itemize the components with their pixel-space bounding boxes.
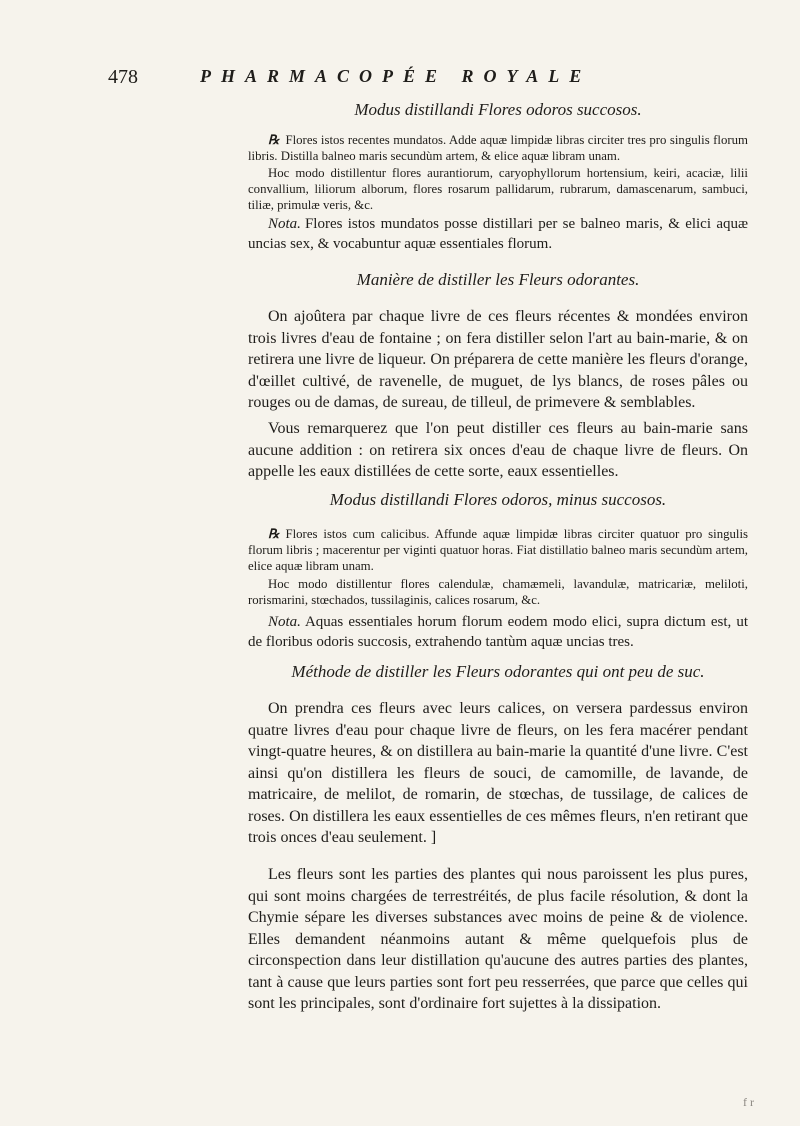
recipe-text: Flores istos cum calicibus. Affunde aquæ limpidæ libras circiter quatuor pro singulis florum libris ; macerentur per viginti quatuor horas. Fiat distillatio balneo maris secundùm artem, elice aquæ libram unam. bbox=[248, 527, 748, 573]
nota-latin-1 bbox=[248, 214, 748, 254]
recipe-text: Flores istos recentes mundatos. Adde aquæ limpidæ libras circiter tres pro singulis florum libris. Distilla balneo maris secundùm artem, & elice aquæ libram unam. bbox=[248, 133, 748, 163]
paragraph-french-2: Vous remarquerez que l'on peut distiller ces fleurs au bain-marie sans aucune addition : on retirera six onces d'eau de chaque livre de fleurs. On appelle les eaux distillées de cette sorte, eaux essentielles. bbox=[248, 420, 748, 480]
paragraph-french-1: On ajoûtera par chaque livre de ces fleurs récentes & mondées environ trois livres d'eau de fontaine ; on fera distiller selon l'art au bain-marie, & on retirera une livre de liqueur. On préparera de cette manière les fleurs d'orange, d'œillet cultivé, de ravenelle, de muguet, de lys blancs, de roses pâles ou rouges ou de damas, de sureau, de tilleul, de primevere & semblables. bbox=[248, 308, 748, 411]
section-heading-french-1: Manière de distiller les Fleurs odorantes. bbox=[356, 270, 640, 289]
recipe-latin-1 bbox=[248, 132, 748, 164]
section-heading-french-2: Méthode de distiller les Fleurs odorantes qui ont peu de suc. bbox=[291, 662, 705, 681]
section-heading-latin-2: Modus distillandi Flores odoros, minus succosos. bbox=[329, 490, 667, 509]
flower-list-latin-2: Hoc modo distillentur flores calendulæ, chamæmeli, lavandulæ, matricariæ, meliloti, rorismarini, stœchados, tussilaginis, calices rosarum, &c. bbox=[248, 577, 748, 607]
paragraph-french-3: On prendra ces fleurs avec leurs calices, on versera pardessus environ quatre livres d'eau pour chaque livre de fleurs, on les fera macérer pendant vingt-quatre heures, & on distillera au bain-marie la quantité d'une livre. C'est ainsi qu'on distillera les fleurs de souci, de camomille, de lavande, de matricaire, de melilot, de romarin, de stœchas, de tussilage, de calices de roses. On distillera les eaux essentielles de ces mêmes fleurs, n'en retirant que trois onces d'eau seulement. ] bbox=[248, 700, 748, 846]
nota-label: Nota. bbox=[268, 216, 301, 232]
paragraph-french-4: Les fleurs sont les parties des plantes qui nous paroissent les plus pures, qui sont moins chargées de terrestréités, de plus facile résolution, & dont la Chymie sépare les diverses substances avec moins de peine & de violence. Elles demandent néanmoins autant & même quelquefois plus de circonspection dans leur distillation qu'aucune des autres parties des plantes, tant à cause que leurs parties sont fort peu resserrées, que parce que celles qui sont les principales, sont d'ordinaire fort sujettes à la dissipation. bbox=[248, 866, 748, 1012]
nota-text: Aquas essentiales horum florum eodem modo elici, supra dictum est, ut de floribus odoris succosis, extrahendo tantùm aquæ uncias tres. bbox=[248, 614, 748, 650]
corner-mark: f r bbox=[743, 1095, 754, 1109]
nota-latin-2 bbox=[248, 612, 748, 652]
section-heading-latin-1: Modus distillandi Flores odoros succosos. bbox=[354, 100, 642, 119]
page-number: 478 bbox=[108, 66, 138, 88]
flower-list-latin-1: Hoc modo distillentur flores aurantiorum, caryophyllorum hortensium, keiri, acaciæ, lilii convallium, liliorum alborum, flores rosarum pallidarum, rubrarum, damascenarum, sambuci, tiliæ, primulæ veris, &c. bbox=[248, 166, 748, 212]
nota-text: Flores istos mundatos posse distillari per se balneo maris, & elici aquæ uncias sex, & vocabuntur aquæ essentiales florum. bbox=[248, 216, 748, 252]
recipe-latin-2 bbox=[248, 526, 748, 574]
recipe-symbol: ℞ bbox=[268, 133, 280, 147]
running-title: PHARMACOPÉE ROYALE bbox=[200, 66, 592, 86]
recipe-symbol: ℞ bbox=[268, 527, 280, 541]
nota-label: Nota. bbox=[268, 614, 301, 630]
page-header bbox=[108, 66, 748, 92]
